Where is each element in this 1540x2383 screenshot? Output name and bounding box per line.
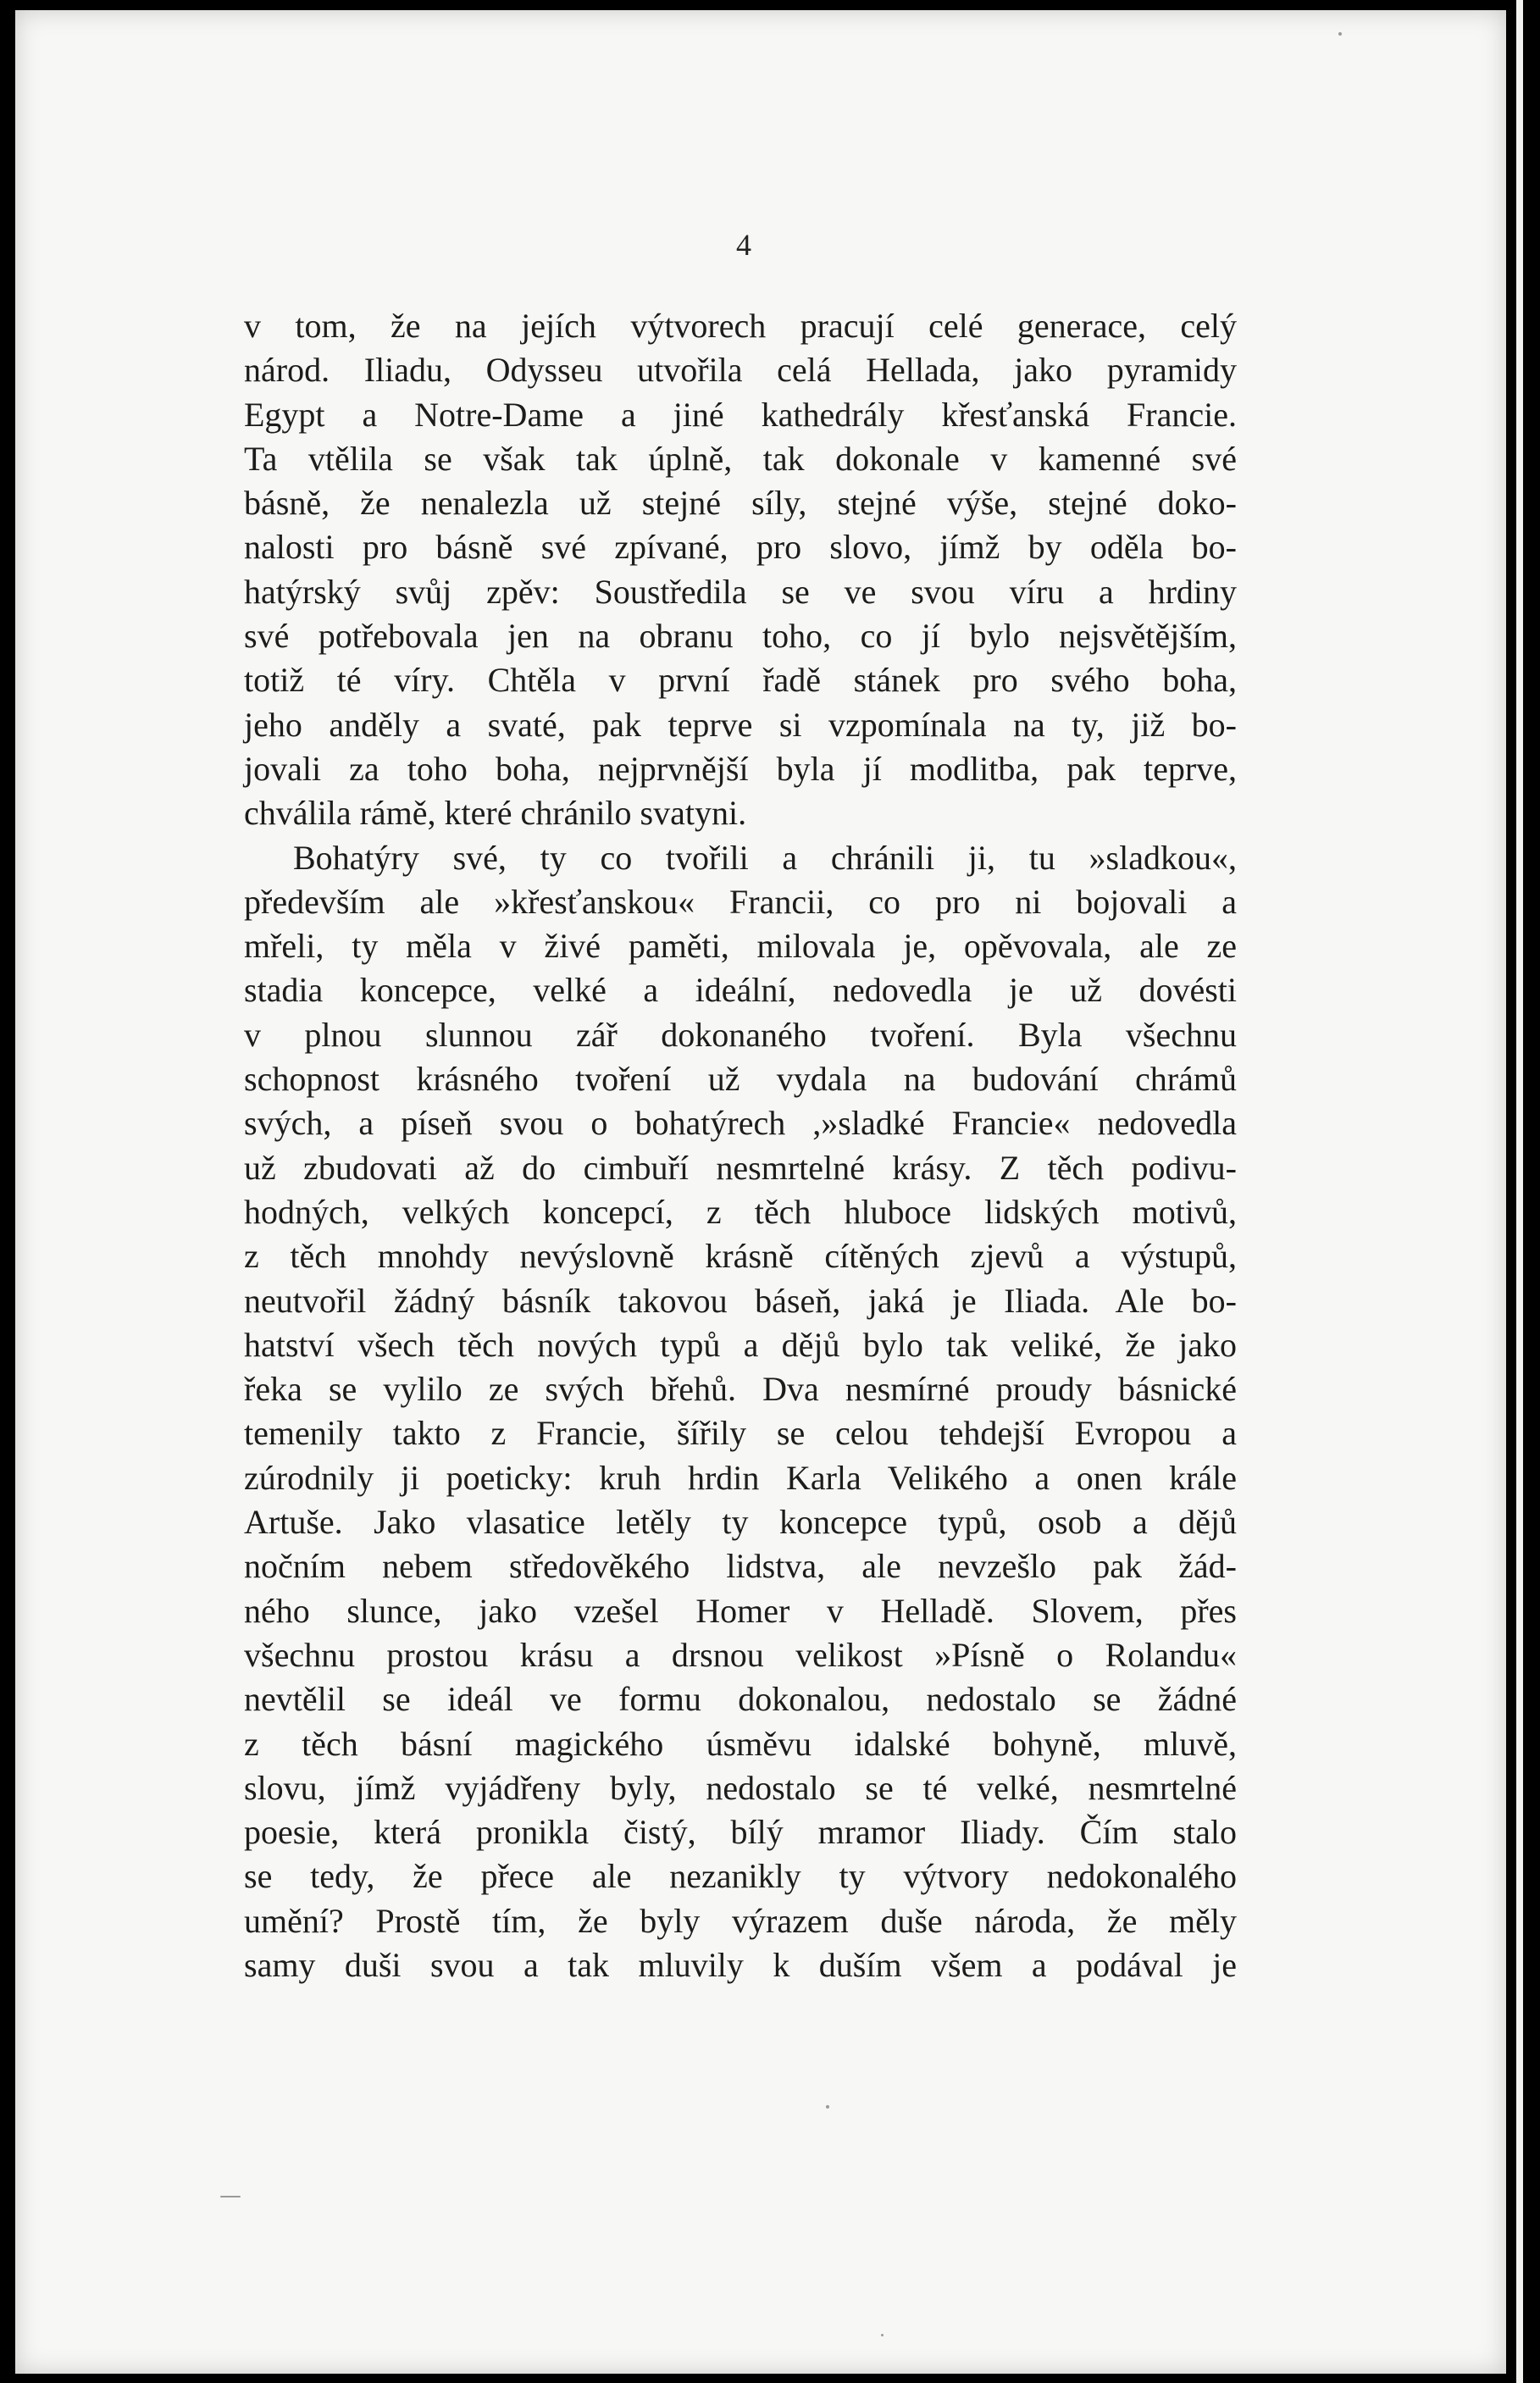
text-line: umění? Prostě tím, že byly výrazem duše národa, že měly (244, 1901, 1237, 1940)
page-body-text (244, 304, 1237, 1987)
text-line: básně, že nenalezla už stejné síly, stejné výše, stejné doko- (244, 484, 1237, 523)
text-line: z těch mnohdy nevýslovně krásně cítěných zjevů a výstupů, (244, 1237, 1237, 1276)
text-line: Ta vtělila se však tak úplně, tak dokonale v kamenné své (244, 439, 1237, 478)
page-edge (1516, 0, 1523, 2383)
text-line: hatýrský svůj zpěv: Soustředila se ve svou víru a hrdiny (244, 572, 1237, 611)
text-line: jeho anděly a svaté, pak teprve si vzpomínala na ty, již bo- (244, 705, 1237, 744)
text-line: slovu, jímž vyjádřeny byly, nedostalo se té velké, nesmrtelné (244, 1768, 1237, 1807)
text-line: jovali za toho boha, nejprvnější byla jí modlitba, pak teprve, (244, 749, 1237, 788)
paper-speck (826, 2105, 829, 2109)
text-line: národ. Iliadu, Odysseu utvořila celá Hellada, jako pyramidy (244, 351, 1237, 390)
text-line: stadia koncepce, velké a ideální, nedovedla je už dovésti (244, 971, 1237, 1010)
text-line: hatství všech těch nových typů a dějů bylo tak veliké, že jako (244, 1325, 1237, 1364)
text-line: především ale »křesťanskou« Francii, co pro ni bojovali a (244, 882, 1237, 921)
paper-speck (220, 2196, 241, 2197)
text-line: se tedy, že přece ale nezanikly ty výtvory nedokonalého (244, 1857, 1237, 1896)
text-line: chválila rámě, které chránilo svatyni. (244, 794, 747, 833)
page-number: 4 (736, 228, 751, 262)
text-line: Artuše. Jako vlasatice letěly ty koncepce typů, osob a dějů (244, 1503, 1237, 1542)
text-line: totiž té víry. Chtěla v první řadě stánek pro svého boha, (244, 661, 1237, 700)
text-line: svých, a píseň svou o bohatýrech ,»sladké Francie« nedovedla (244, 1104, 1237, 1143)
text-line: nevtělil se ideál ve formu dokonalou, nedostalo se žádné (244, 1680, 1237, 1719)
text-line: Bohatýry své, ty co tvořili a chránili ji, tu »sladkou«, (293, 838, 1237, 877)
text-line: zúrodnily ji poeticky: kruh hrdin Karla Velikého a onen krále (244, 1458, 1237, 1497)
text-line: mřeli, ty měla v živé paměti, milovala je, opěvovala, ale ze (244, 927, 1237, 966)
text-line: neutvořil žádný básník takovou báseň, jaká je Iliada. Ale bo- (244, 1281, 1237, 1320)
text-line: své potřebovala jen na obranu toho, co jí bylo nejsvětějším, (244, 617, 1237, 656)
text-line: nalosti pro básně své zpívané, pro slovo, jímž by oděla bo- (244, 528, 1237, 567)
text-line: v plnou slunnou zář dokonaného tvoření. Byla všechnu (244, 1015, 1237, 1054)
text-line: nočním nebem středověkého lidstva, ale nevzešlo pak žád- (244, 1547, 1237, 1586)
text-line: poesie, která pronikla čistý, bílý mramor Iliady. Čím stalo (244, 1813, 1237, 1852)
text-line: schopnost krásného tvoření už vydala na budování chrámů (244, 1060, 1237, 1099)
paper-speck (1338, 32, 1342, 36)
text-line: v tom, že na jejích výtvorech pracují celé generace, celý (244, 307, 1237, 345)
text-line: už zbudovati až do cimbuří nesmrtelné krásy. Z těch podivu- (244, 1148, 1237, 1187)
text-line: Egypt a Notre-Dame a jiné kathedrály křesťanská Francie. (244, 395, 1237, 434)
text-line: všechnu prostou krásu a drsnou velikost »Písně o Rolandu« (244, 1635, 1237, 1674)
text-line: hodných, velkých koncepcí, z těch hluboce lidských motivů, (244, 1192, 1237, 1231)
text-line: samy duši svou a tak mluvily k duším všem a podával je (244, 1945, 1237, 1984)
text-line: ného slunce, jako vzešel Homer v Helladě. Slovem, přes (244, 1591, 1237, 1630)
text-line: řeka se vylilo ze svých břehů. Dva nesmírné proudy básnické (244, 1370, 1237, 1409)
paper-speck (881, 2334, 884, 2336)
text-line: temenily takto z Francie, šířily se celou tehdejší Evropou a (244, 1414, 1237, 1453)
text-line: z těch básní magického úsměvu idalské bohyně, mluvě, (244, 1724, 1237, 1763)
